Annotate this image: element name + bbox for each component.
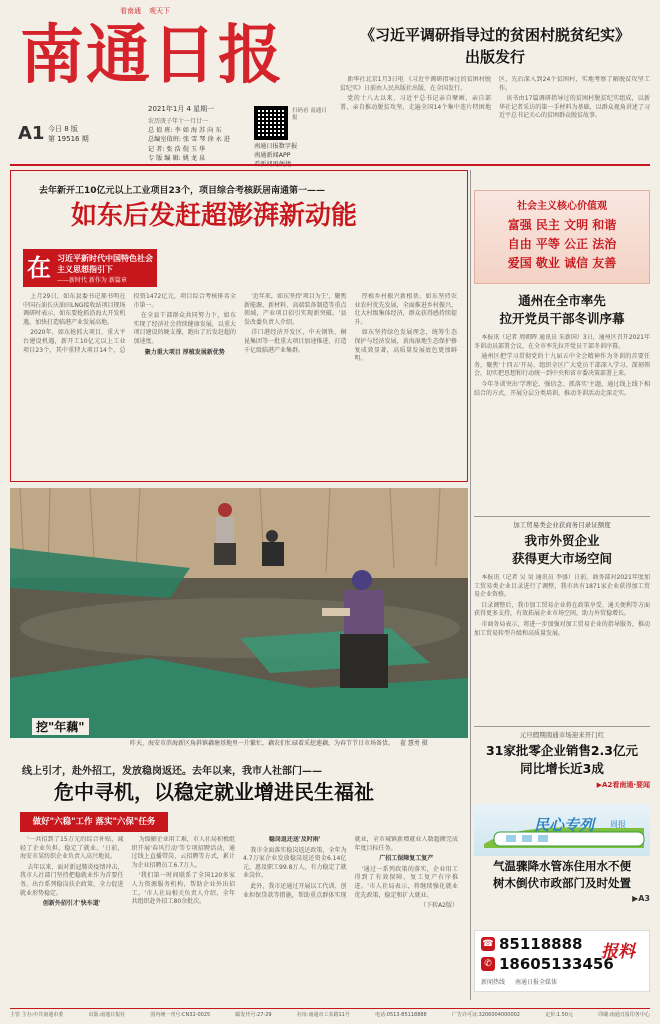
story-trade-title-1[interactable]: 我市外贸企业	[524, 533, 600, 548]
story-sales-title-1[interactable]: 31家批零企业销售2.3亿元	[485, 743, 639, 758]
logo-guantianxia: 观天下	[149, 7, 170, 15]
story-tongzhou-title-1[interactable]: 通州在全市率先	[518, 293, 606, 308]
story-trade-title-2[interactable]: 获得更大市场空间	[511, 551, 612, 566]
qr-code-icon[interactable]	[254, 106, 288, 140]
top-right-story-subtitle: 出版发行	[464, 48, 525, 66]
story-sales-kicker: 元旦假期南通市场迎来开门红	[519, 731, 605, 739]
core-values-line-2: 自由 平等 公正 法治	[507, 237, 617, 251]
photo-caption-title: 挖"年藕"	[32, 718, 89, 735]
issue-date: 2021年1月 4 星期一	[148, 105, 215, 113]
lead-story-title[interactable]: 如东后发赶超澎湃新动能	[71, 201, 358, 231]
page-count: 今日 8 版	[48, 125, 78, 133]
core-values-box	[474, 190, 650, 284]
lotus-root-photo[interactable]	[10, 488, 468, 738]
page-label: A1	[18, 123, 45, 144]
lunar-date: 农历庚子年十一月廿一	[148, 118, 209, 125]
story-sales[interactable]	[474, 730, 650, 800]
hotline-phone-1[interactable]: 85118888	[499, 935, 583, 953]
core-values-line-3: 爱国 敬业 诚信 友善	[507, 256, 617, 270]
masthead-rule	[10, 164, 650, 166]
divider-3	[470, 170, 471, 1000]
editors: 记 者: 张 浩 倪 玉 华 专 版 编 辑: 姚 龙 泉	[148, 146, 206, 162]
footer: 主管 主办:中共南通市委 出版:南通日报社 国内统一刊号:CN32-0025 邮发代号:27-29 社址:南通市工农路11号 电话:0513-85118888 广告许可证:3206004000002 定价:1.50元 印刷:南通日报印务中心	[10, 1012, 650, 1018]
column-badge	[23, 249, 157, 287]
story-tongzhou-title-2[interactable]: 拉开党员干部冬训序幕	[499, 311, 625, 326]
phone-icon: ☎	[482, 939, 494, 949]
story-minsheng[interactable]	[474, 858, 650, 928]
employment-title[interactable]: 危中寻机，以稳定就业增进民生福祉	[54, 780, 374, 804]
app-promo: 南通日报数字报 南通新闻APP	[254, 143, 298, 159]
story-tongzhou[interactable]	[474, 292, 650, 512]
issue-number: 第 19516 期	[48, 135, 89, 143]
lead-story-kicker: 去年新开工10亿元以上工业项目23个，项目综合考核跃居南通第一——	[39, 186, 326, 196]
story-sales-title-2[interactable]: 同比增长近3成	[520, 761, 604, 776]
story-minsheng-title-1[interactable]: 气温骤降水管冻住用水不便	[493, 859, 631, 873]
story-trade-kicker: 加工贸易类企业获商务目录证额度	[513, 521, 611, 529]
story-trade[interactable]	[474, 520, 650, 722]
top-right-story-title[interactable]: 《习近平调研指导过的贫困村脱贫纪实》	[359, 26, 630, 44]
column-badge-char: 在	[27, 254, 51, 282]
hotline-label: 报料	[601, 942, 635, 962]
divider-1	[474, 516, 650, 517]
mobile-icon: ✆	[481, 957, 495, 971]
employment-kicker: 线上引才，赴外招工，发放稳岗返还。去年以来，我市人社部门——	[22, 766, 322, 777]
hotline-extra: 新闻热线 南通日报全媒体	[481, 979, 558, 986]
employment-bar	[20, 812, 168, 832]
story-sales-ref[interactable]: ▶A2看南通·要闻	[596, 781, 650, 789]
top-right-story[interactable]	[340, 8, 650, 158]
masthead-title: 南通日报	[20, 18, 284, 93]
employment-body: '一共招到了15万元的综合补贴，减轻了企业负担，稳定了就业。'日前，海安市某纺织企业负责人高兴地说。 去年以来，面对新冠肺炎疫情冲击，我市人社部门坚持把稳就业作为首要任务，出台系列稳岗扶企政策，全力促进就业形势稳定。 创新外招引才'快车道' 为缓解企业用工难，市人社局积极组织开展'春风行动'等专项招聘活动，通过线上直播带岗、云招聘等方式，累计为企业招聘员工6.7万人。 '我们第一时间联系了全国120多家人力资源服务机构，帮助企业外出招工。'市人社局相关负责人介绍，全年共组织赴外招工80余批次。 稳岗返还送'及时雨' 我市全面落实稳岗返还政策，全年为4.7万家企业发放稳岗返还资金6.14亿元，惠及职工99.8万人，有力稳定了就业岗位。 此外，我市还通过开展以工代训、创业担保贷款等措施，帮助重点群体实现就业，全市城镇新增就业人数超额完成年度目标任务。 广招工保障复工复产 '通过一系列政策的落实，企业用工得到了有效保障，复工复产有序推进。'市人社局表示，将继续强化就业优先政策，稳定和扩大就业。 （下转A2版）	[20, 836, 458, 910]
employment-story[interactable]	[10, 756, 468, 1008]
lead-story-body: 上月29日，如东县委书记郝书明在中国石油长庆油田LNG接收站项目现场调研时表示，如东要抢抓沿海大开发机遇，加快打造临港产业发展高地。 2020年，如东抢抓大项目、重大平台建设机遇，新开工10亿元以上工业项目23个，其中重特大项目14个，总投资1472亿元，项目综合考核排名全市第一。 在全县干部群众共同努力下，如东实现了经济社会持续健康发展，以重大项目建设的硬支撑，跑出了后发赶超的加速度。 聚力重大项目 厚植发展新优势 '近年来，如东坚持'项目为王'，聚焦新能源、新材料、高端装备制造等重点领域，产业项目招引实现新突破。'县发改委负责人介绍。 洋口港经济开发区，中天钢铁、桐昆集团等一批重大项目加速推进，打造千亿级临港产业集群。 厚植乡村振兴新根基，如东坚持农业农村优先发展，全面推进乡村振兴，壮大村级集体经济，群众获得感持续提升。 如东坚持绿色发展理念，统筹生态保护与经济发展，黄海湿地生态保护修复成效显著，高质量发展底色更加鲜明。	[23, 293, 457, 363]
logo-kantong: 看南通	[120, 7, 141, 15]
story-minsheng-ref[interactable]: ▶A3	[632, 894, 650, 903]
story-minsheng-title-2[interactable]: 树木倒伏市政部门及时处置	[493, 876, 631, 890]
duty-editors: 总 值 班: 李 如 海 苏 向 东 总编室值班: 张 雪 琴 徐 永 进	[148, 127, 230, 143]
top-right-story-body: 新华社北京1月3日电 《习近平调研指导过的贫困村脱贫纪实》日前由人民出版社出版，在全国发行。 党的十八大以来，习近平总书记亲自擘画、亲自部署、亲自推动脱贫攻坚，走遍全国14个集中连片特困地区，先后深入到24个贫困村，实地考察了解脱贫攻坚工作。 该书由17篇调研指导过的贫困村脱贫纪实组成，以新华社记者采访的第一手材料为基础，以群众视角讲述了习近平总书记关心的贫困群众脱贫故事。	[340, 76, 650, 120]
divider-2	[474, 726, 650, 727]
minsheng-banner[interactable]	[474, 804, 650, 856]
employment-bar-label: 做好"六稳"工作 落实"六保"任务	[32, 817, 156, 827]
minsheng-badge: 民心专列	[534, 816, 595, 834]
footer-rule	[10, 1008, 650, 1009]
core-values-title: 社会主义核心价值观	[517, 201, 607, 212]
qr-label: 扫码看 南通日报	[292, 108, 327, 121]
column-badge-subtitle: ——新时代 新作为 新篇章	[57, 277, 127, 284]
lead-story[interactable]	[10, 170, 468, 482]
photo-scene	[10, 488, 468, 738]
story-trade-body: 本报讯（记者 吴 昊 通讯员 李盛）日前，商务部对2021年度加工贸易类企业目录进行了调整，我市共有1871家企业获得加工贸易企业资格。 目录调整后，我市加工贸易企业将在政策享受、通关便利等方面获得更多支持，有效拓展企业市场空间，助力外贸稳增长。 市商务局表示，将进一步加强对加工贸易企业的指导服务，推动加工贸易转型升级和高质量发展。	[474, 574, 650, 637]
hotline-ad[interactable]	[474, 930, 650, 992]
core-values-line-1: 富强 民主 文明 和谐	[507, 218, 617, 232]
column-badge-title: 习近平新时代中国特色社会主义思想指引下	[57, 254, 153, 274]
story-tongzhou-body: 本报讯（记者 周朝晖 通讯员 朱新国）3日，通州区召开2021年冬训动员部署会议，在全市率先拉开党员干部冬训序幕。 通州区把学习贯彻党的十九届五中全会精神作为冬训的首要任务，聚焦'十四五'开局，组织全区广大党员干部深入学习、深刻领会，切实把思想和行动统一到中央和省市委决策部署上来。 今年冬训突出'学理论、强信念、抓落实'主题，通过线上线下相结合的方式，开展分层分类培训，推动冬训活动走深走实。	[474, 334, 650, 397]
minsheng-sub: 周报	[610, 820, 626, 829]
hotline-phone-2[interactable]: 18605133456	[499, 955, 614, 973]
photo-caption: 昨天，海安市滨海新区角斜镇藕塘基地里一片繁忙，藕农们忙碌着采挖莲藕，为春节节日市场备货。 翟 慧勇 摄	[130, 740, 428, 747]
